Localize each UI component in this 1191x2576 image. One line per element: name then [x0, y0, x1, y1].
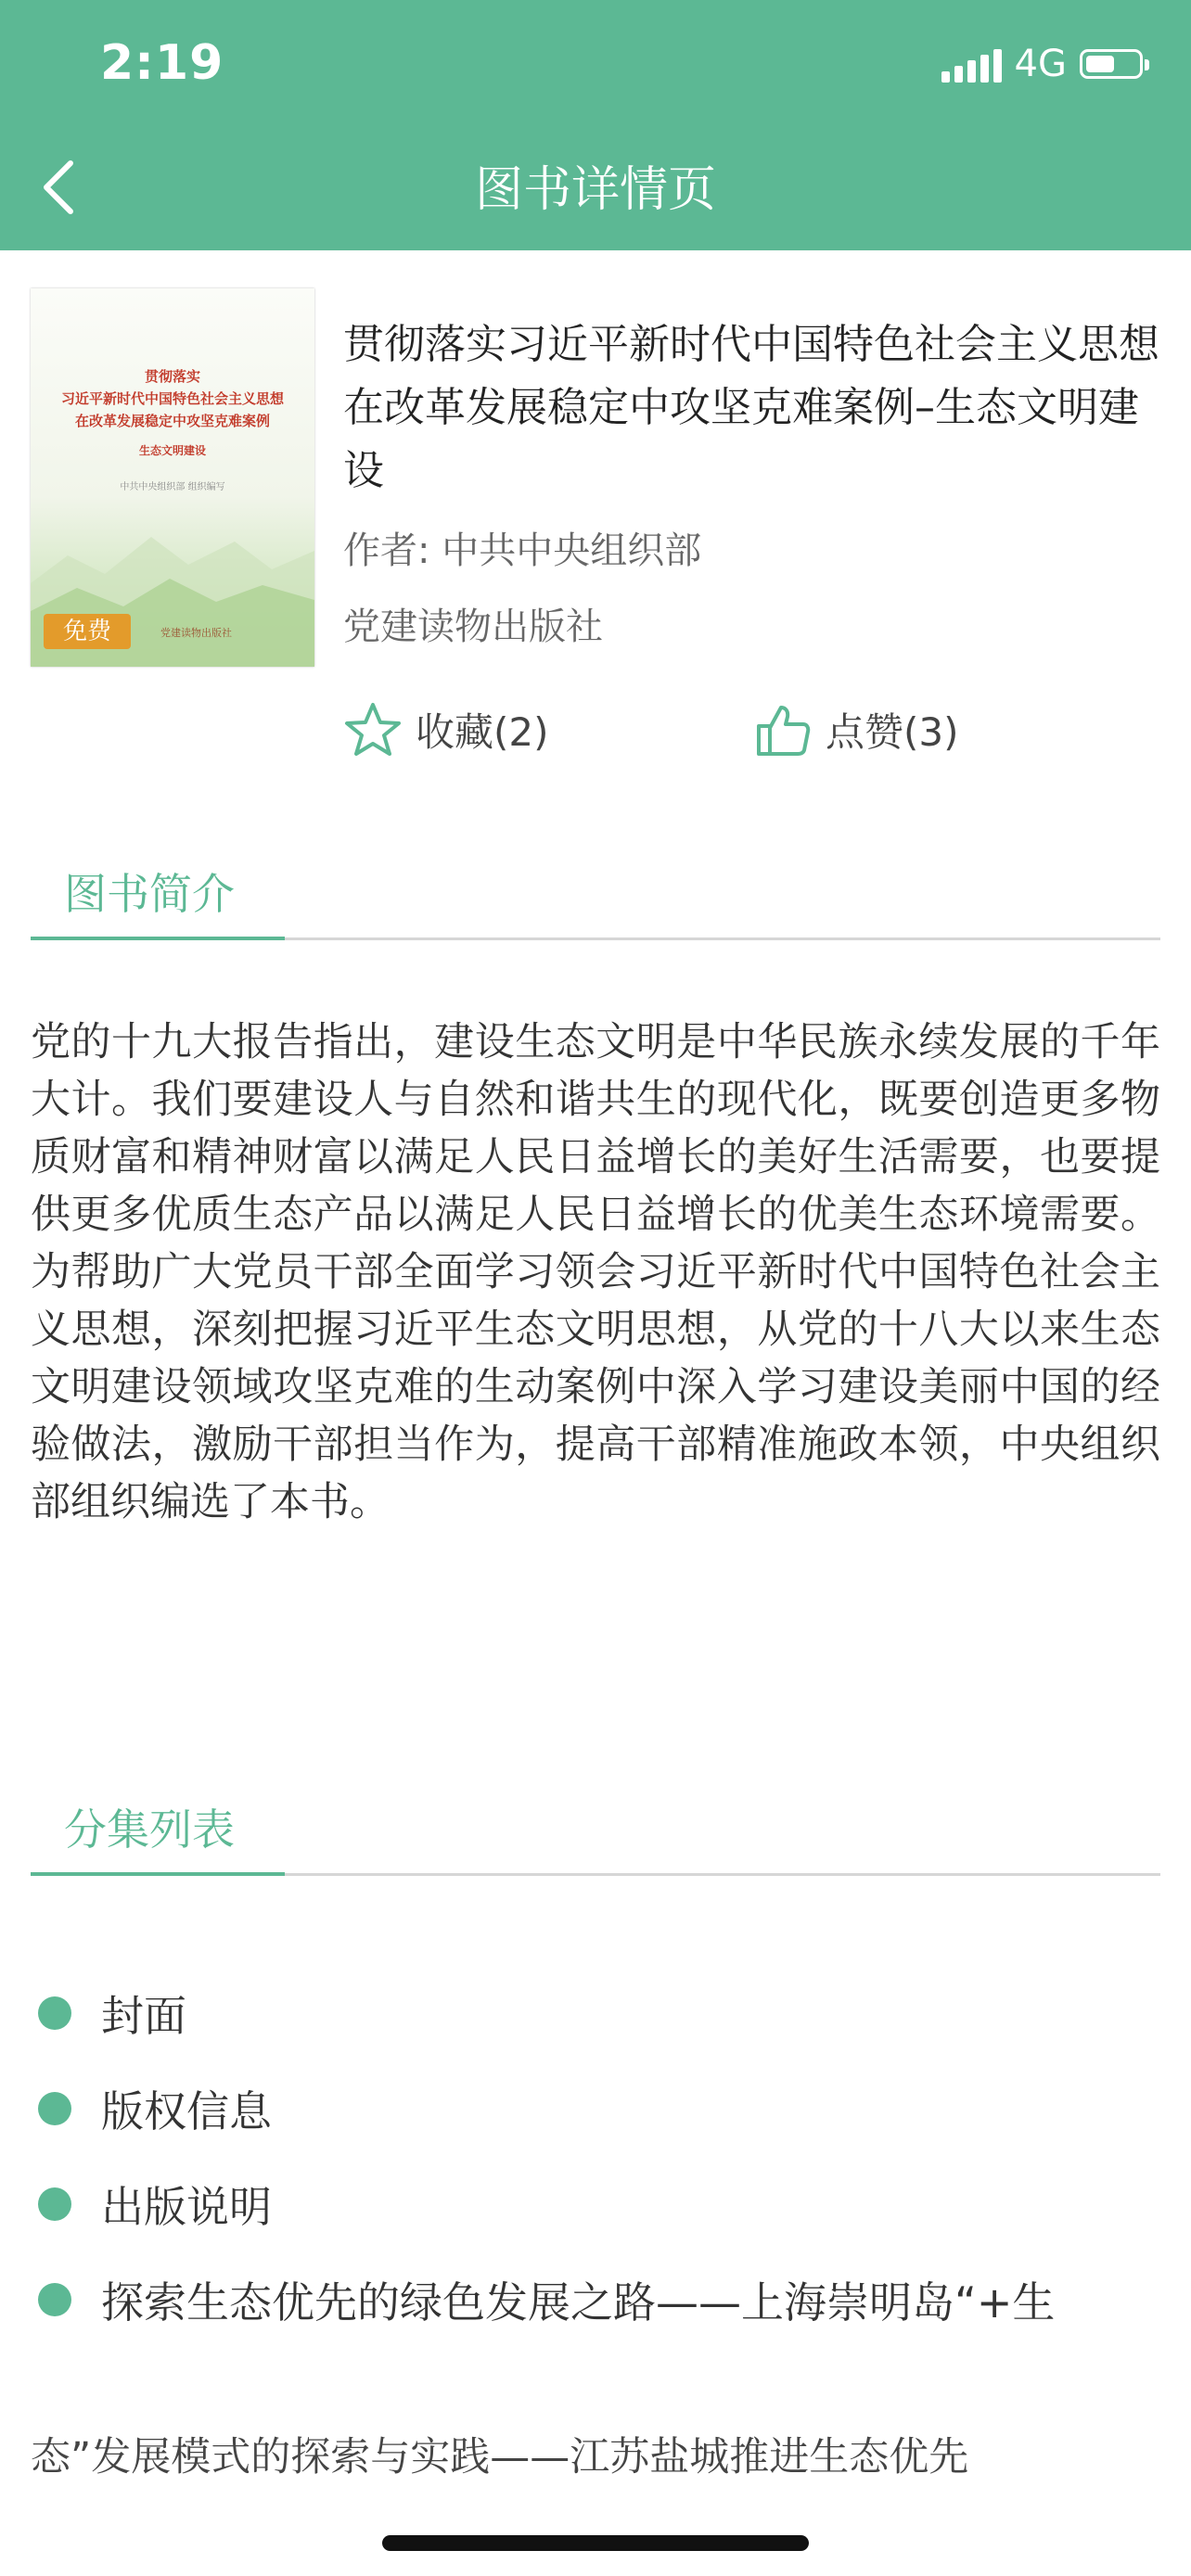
- bullet-dot-icon: [38, 2092, 71, 2125]
- cut-off-text: 态”发展模式的探索与实践——江苏盐城推进生态优先: [31, 2434, 969, 2480]
- favorite-button[interactable]: [343, 700, 549, 759]
- section-active-underline: [31, 1872, 285, 1876]
- intro-section-header: [31, 861, 1160, 940]
- home-indicator[interactable]: [382, 2535, 809, 2551]
- signal-bars-icon: [941, 45, 1002, 83]
- bullet-dot-icon: [38, 1996, 71, 2030]
- bullet-dot-icon: [38, 2283, 71, 2316]
- cover-author: 中共中央组织部 组织编写: [120, 482, 225, 492]
- network-label: 4G: [1014, 43, 1067, 85]
- intro-text: 党的十九大报告指出，建设生态文明是中华民族永续发展的千年大计。我们要建设人与自然和谐共生的现代化，既要创造更多物质财富和精神财富以满足人民日益增长的美好生活需要，也要提供更多优质生态产品以满足人民日益增长的优美生态环境需要。为帮助广大党员干部全面学习领会习近平新时代中国特色社会主义思想，深刻把握习近平生态文明思想，从党的十八大以来生态文明建设领域攻坚克难的生动案例中深入学习建设美丽中国的经验做法，激励干部担当作为，提高干部精准施政本领，中央组织部组织编选了本书。: [31, 1019, 1160, 1525]
- episode-item[interactable]: [31, 2236, 1160, 2363]
- book-title: 贯彻落实习近平新时代中国特色社会主义思想在改革发展稳定中攻坚克难案例–生态文明建设: [343, 321, 1159, 494]
- thumbs-up-icon: [753, 700, 813, 759]
- cover-publisher: 党建读物出版社: [160, 627, 232, 639]
- episode-label: 版权信息: [101, 2085, 272, 2136]
- app-header: [0, 0, 1191, 250]
- episodes-section-title: 分集列表: [64, 1804, 235, 1855]
- cover-subtitle: 生态文明建设: [138, 444, 206, 457]
- free-badge: 免费: [44, 614, 131, 649]
- intro-section-title: 图书简介: [64, 869, 235, 919]
- episode-label: 封面: [101, 1990, 186, 2041]
- book-publisher: 党建读物出版社: [343, 606, 603, 648]
- bullet-dot-icon: [38, 2187, 71, 2221]
- section-active-underline: [31, 937, 285, 940]
- episodes-section-header: [31, 1796, 1160, 1876]
- favorite-label: 收藏(2): [416, 709, 549, 755]
- status-time: 2:19: [100, 35, 224, 91]
- episode-list: [31, 1949, 1160, 2363]
- episode-label: 出版说明: [101, 2181, 272, 2232]
- status-indicators: [941, 43, 1143, 85]
- like-button[interactable]: [753, 700, 959, 759]
- like-label: 点赞(3): [826, 709, 959, 755]
- book-cover[interactable]: [31, 288, 314, 667]
- battery-icon: [1080, 49, 1143, 79]
- cover-title: 贯彻落实 习近平新时代中国特色社会主义思想 在改革发展稳定中攻坚克难案例: [60, 368, 284, 429]
- star-icon: [343, 700, 403, 759]
- book-author: 作者: 中共中央组织部: [343, 529, 702, 572]
- episode-label: 探索生态优先的绿色发展之路——上海崇明岛“+生: [101, 2276, 1056, 2327]
- page-title: 图书详情页: [474, 162, 716, 218]
